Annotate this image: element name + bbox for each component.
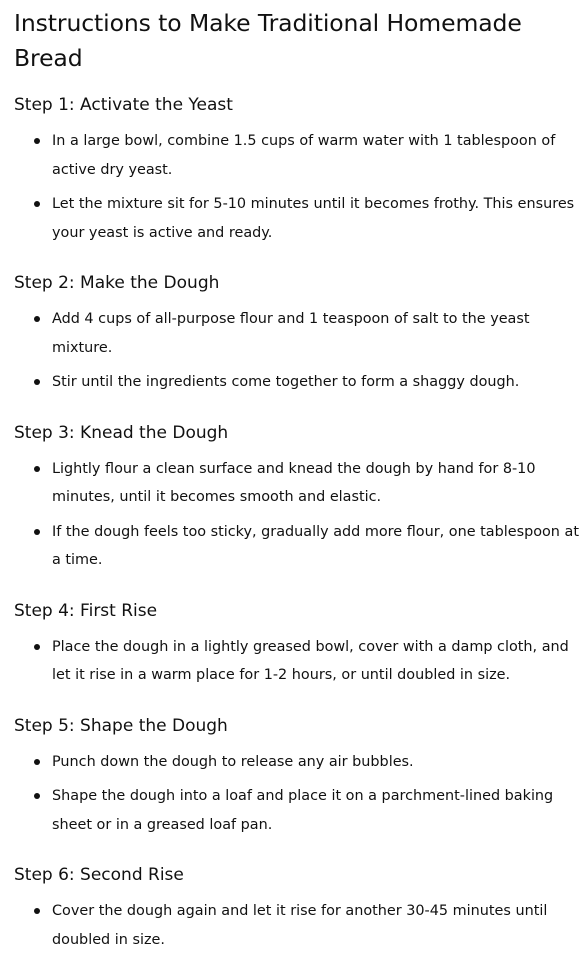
step-2-section bbox=[14, 271, 580, 397]
bullet-icon bbox=[34, 138, 40, 144]
step-5-section bbox=[14, 714, 580, 840]
step-6-list bbox=[14, 897, 580, 954]
step-2-list bbox=[14, 305, 580, 397]
step-1-section bbox=[14, 93, 580, 247]
step-6-section bbox=[14, 863, 580, 954]
list-item bbox=[14, 305, 580, 362]
step-6-heading: Step 6: Second Rise bbox=[14, 865, 184, 885]
step-4-list bbox=[14, 633, 580, 690]
bullet-icon bbox=[34, 793, 40, 799]
bullet-icon bbox=[34, 466, 40, 472]
bullet-icon bbox=[34, 908, 40, 914]
step-1-heading: Step 1: Activate the Yeast bbox=[14, 95, 233, 115]
bullet-icon bbox=[34, 644, 40, 650]
step-3-heading: Step 3: Knead the Dough bbox=[14, 422, 229, 443]
document-page bbox=[14, 6, 580, 954]
step-3-section bbox=[14, 421, 580, 575]
list-item bbox=[14, 190, 580, 247]
step-3-list bbox=[14, 455, 580, 575]
page-title: Instructions to Make Traditional Homemade Bread bbox=[14, 9, 522, 72]
list-item bbox=[14, 518, 580, 575]
list-item-text: Place the dough in a lightly greased bowl, cover with a damp cloth, and let it rise in a warm place for 1-2 hours, or until doubled in size. bbox=[52, 638, 569, 683]
list-item bbox=[14, 782, 580, 839]
list-item-text: Shape the dough into a loaf and place it on a parchment-lined baking sheet or in a greased loaf pan. bbox=[52, 788, 554, 833]
list-item-text: Let the mixture sit for 5-10 minutes until it becomes frothy. This ensures your yeast is active and ready. bbox=[52, 196, 575, 241]
bullet-icon bbox=[34, 316, 40, 322]
step-4-section bbox=[14, 599, 580, 690]
list-item bbox=[14, 455, 580, 512]
list-item bbox=[14, 897, 580, 954]
list-item-text: Add 4 cups of all-purpose flour and 1 teaspoon of salt to the yeast mixture. bbox=[52, 311, 530, 356]
bullet-icon bbox=[34, 759, 40, 765]
list-item bbox=[14, 633, 580, 690]
step-5-list bbox=[14, 748, 580, 840]
bullet-icon bbox=[34, 379, 40, 385]
list-item bbox=[14, 748, 580, 777]
list-item-text: Cover the dough again and let it rise for another 30-45 minutes until doubled in size. bbox=[52, 903, 548, 948]
step-5-heading: Step 5: Shape the Dough bbox=[14, 715, 228, 736]
step-2-heading: Step 2: Make the Dough bbox=[14, 273, 220, 293]
list-item-text: If the dough feels too sticky, gradually add more flour, one tablespoon at a time. bbox=[52, 523, 579, 568]
step-1-list bbox=[14, 127, 580, 247]
bullet-icon bbox=[34, 529, 40, 535]
list-item bbox=[14, 127, 580, 184]
list-item-text: In a large bowl, combine 1.5 cups of warm water with 1 tablespoon of active dry yeast. bbox=[52, 133, 556, 178]
step-4-heading: Step 4: First Rise bbox=[14, 600, 158, 621]
list-item bbox=[14, 368, 580, 397]
list-item-text: Punch down the dough to release any air bubbles. bbox=[52, 753, 414, 770]
list-item-text: Stir until the ingredients come together to form a shaggy dough. bbox=[52, 374, 520, 390]
bullet-icon bbox=[34, 201, 40, 207]
list-item-text: Lightly flour a clean surface and knead the dough by hand for 8-10 minutes, until it becomes smooth and elastic. bbox=[52, 460, 536, 505]
